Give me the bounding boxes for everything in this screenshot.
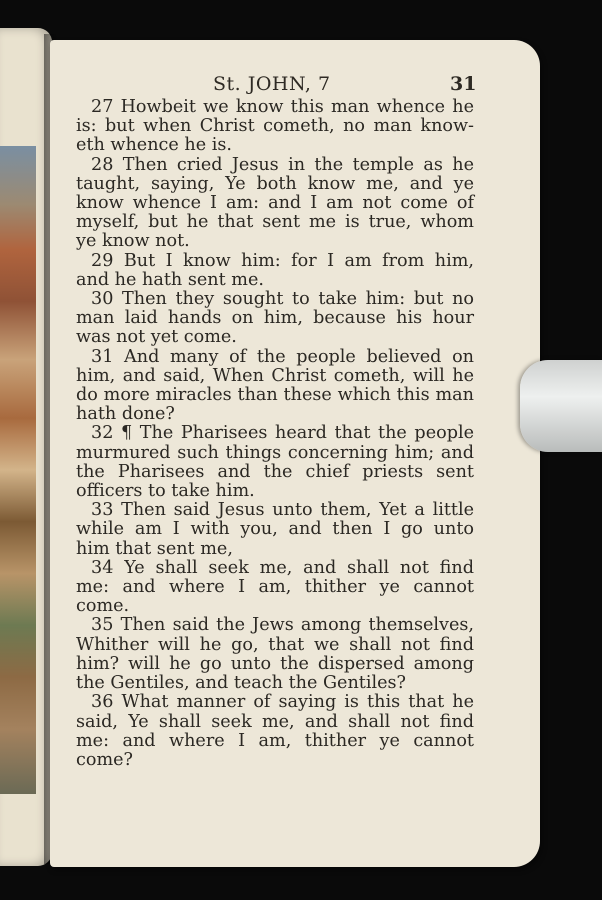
verse-line-text: the Pharisees and the chief priests sent (76, 461, 474, 482)
verse-number: 36 (91, 692, 114, 713)
verse-line (76, 98, 474, 117)
verse-line (76, 348, 474, 367)
verse-line-text: But I know him: for I am from him, (123, 250, 474, 271)
verse-line (76, 520, 474, 539)
verse-number: 29 (91, 250, 114, 271)
verse-line (76, 252, 474, 271)
verse-line-text: taught, saying, Ye both know me, and ye (76, 173, 474, 194)
verse-number: 30 (91, 289, 114, 310)
verse-line (76, 175, 474, 194)
page-header (0, 73, 602, 97)
verse-line-text: murmured such things concerning him; and (76, 442, 474, 463)
verse-line-text: Ye shall seek me, and shall not find (124, 557, 474, 578)
verse-line (76, 732, 474, 751)
verse-line-text: ye know not. (76, 231, 190, 252)
verse (76, 156, 474, 252)
verse (76, 424, 474, 501)
verse-line (76, 367, 474, 386)
verse-line-text: And many of the people believed on (124, 346, 475, 367)
verse-line-text: while am I with you, and then I go unto (76, 519, 474, 540)
verse-number: 31 (91, 346, 114, 367)
verse-line-text: was not yet come. (76, 327, 237, 348)
verse-line (76, 482, 474, 501)
verse-line-text: ¶ The Pharisees heard that the people (120, 423, 474, 444)
verse-line-text: come? (76, 749, 133, 770)
running-title: St. JOHN, 7 (213, 73, 331, 95)
verse-number: 28 (91, 154, 114, 175)
verse-line-text: is: but when Christ cometh, no man know- (76, 116, 474, 137)
verse (76, 252, 474, 290)
verse (76, 501, 474, 559)
verse-line-text: me: and where I am, thither ye cannot (76, 577, 474, 598)
verse-line-text: Then they sought to take him: but no (122, 289, 474, 310)
verse-line (76, 213, 474, 232)
verse-line (76, 616, 474, 635)
verse-line-text: officers to take him. (76, 481, 255, 502)
verse-line (76, 156, 474, 175)
bookmark-tab[interactable] (520, 360, 602, 452)
verse-line (76, 386, 474, 405)
verse-line-text: Howbeit we know this man whence he (120, 97, 474, 117)
verse-line (76, 713, 474, 732)
verse-line (76, 636, 474, 655)
verse-line-text: eth whence he is. (76, 135, 232, 156)
verse-line (76, 674, 474, 693)
verse-number: 32 (91, 423, 114, 444)
verse-number: 33 (91, 500, 114, 521)
verse-line (76, 597, 474, 616)
verse-number: 35 (91, 615, 114, 636)
verse-line (76, 578, 474, 597)
color-plate-illustration (0, 146, 36, 794)
verse-line-text: me: and where I am, thither ye cannot (76, 730, 474, 751)
verse-line-text: Whither will he go, that we shall not find (76, 634, 474, 655)
verse-line-text: myself, but he that sent me is true, whom (76, 212, 474, 233)
verse-line (76, 424, 474, 443)
verse-line (76, 405, 474, 424)
verse-line-text: What manner of saying is this that he (121, 692, 475, 713)
verse (76, 559, 474, 617)
verse-line (76, 309, 474, 328)
verse-line (76, 290, 474, 309)
verse-line (76, 444, 474, 463)
verse-line-text: Then said Jesus unto them, Yet a little (121, 500, 475, 521)
verse-line-text: the Gentiles, and teach the Gentiles? (76, 673, 406, 694)
verse-line-text: and he hath sent me. (76, 269, 264, 290)
verse-line (76, 751, 474, 770)
verse-line-text: man laid hands on him, because his hour (76, 308, 474, 329)
verse-line-text: do more miracles than these which this man (76, 385, 474, 406)
verse-line (76, 501, 474, 520)
verse-line (76, 693, 474, 712)
verse (76, 348, 474, 425)
verse-number: 34 (91, 557, 114, 578)
verse-line (76, 117, 474, 136)
verse (76, 693, 474, 770)
verse (76, 290, 474, 348)
verse-line-text: said, Ye shall seek me, and shall not find (76, 711, 474, 732)
verse-line (76, 232, 474, 251)
verse-line-text: come. (76, 596, 130, 617)
verse-line (76, 136, 474, 155)
verse-line (76, 271, 474, 290)
verse-line-text: him? will he go unto the dispersed among (76, 653, 474, 674)
page-number: 31 (450, 73, 477, 95)
verse-line-text: hath done? (76, 404, 175, 425)
verse-line (76, 540, 474, 559)
scripture-text (76, 98, 474, 770)
verse-line-text: Then said the Jews among themselves, (120, 615, 474, 636)
verse-number: 27 (91, 97, 114, 117)
verse (76, 616, 474, 693)
verse-line-text: Then cried Jesus in the temple as he (122, 154, 475, 175)
verse-line (76, 463, 474, 482)
verse (76, 98, 474, 156)
verse-line-text: him that sent me, (76, 538, 233, 559)
verse-line (76, 559, 474, 578)
verse-line-text: him, and said, When Christ cometh, will he (76, 365, 474, 386)
verse-line (76, 328, 474, 347)
verse-line (76, 655, 474, 674)
verse-line (76, 194, 474, 213)
verse-line-text: know whence I am: and I am not come of (76, 193, 474, 214)
